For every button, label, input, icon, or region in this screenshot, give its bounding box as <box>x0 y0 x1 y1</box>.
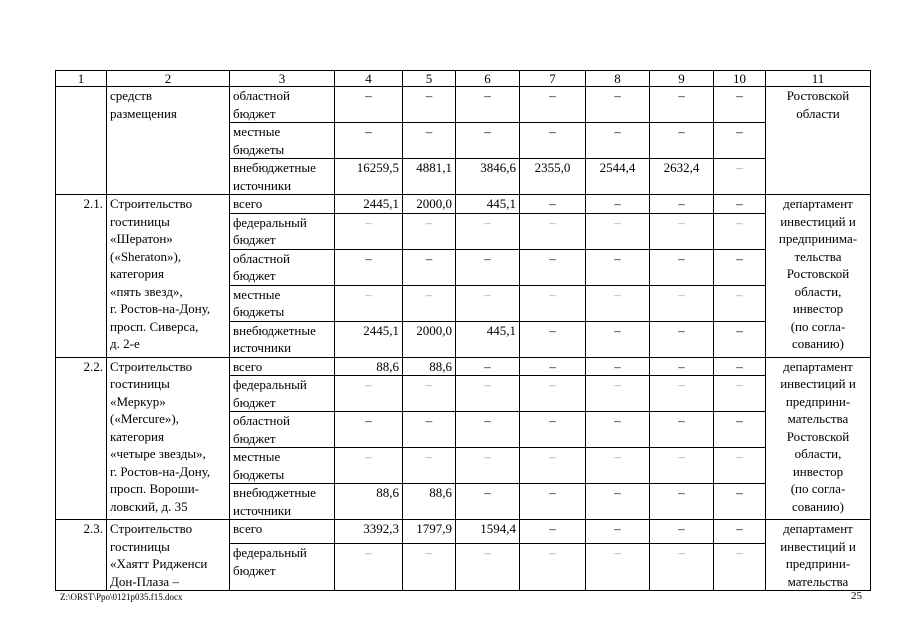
amount-cell: – <box>586 249 650 285</box>
amount-cell: – <box>650 123 714 159</box>
amount-cell: – <box>403 123 456 159</box>
amount-cell: – <box>714 448 766 484</box>
amount-cell: – <box>335 285 403 321</box>
amount-cell: – <box>586 448 650 484</box>
amount-cell: – <box>403 249 456 285</box>
amount-cell: – <box>586 357 650 376</box>
footer-file-path: Z:\ORST\Ppo\0121p035.f15.docx <box>60 592 183 602</box>
amount-cell: – <box>650 376 714 412</box>
amount-cell: – <box>520 520 586 544</box>
column-number-row <box>56 71 871 87</box>
amount-cell: – <box>714 123 766 159</box>
amount-cell: – <box>403 376 456 412</box>
amount-cell: – <box>520 87 586 123</box>
amount-cell: 3846,6 <box>456 159 520 195</box>
col-header: 6 <box>456 71 520 87</box>
amount-cell: – <box>650 321 714 357</box>
funding-source: областной бюджет <box>230 249 335 285</box>
page-number: 25 <box>851 590 862 602</box>
amount-cell: – <box>403 285 456 321</box>
table-row <box>56 195 871 214</box>
amount-cell: – <box>335 123 403 159</box>
amount-cell: – <box>650 520 714 544</box>
amount-cell: 2355,0 <box>520 159 586 195</box>
funding-source: областной бюджет <box>230 87 335 123</box>
amount-cell: – <box>650 448 714 484</box>
amount-cell: – <box>520 484 586 520</box>
funding-source: внебюджетные источники <box>230 321 335 357</box>
amount-cell: 4881,1 <box>403 159 456 195</box>
amount-cell: – <box>335 213 403 249</box>
amount-cell: 3392,3 <box>335 520 403 544</box>
amount-cell: 445,1 <box>456 321 520 357</box>
amount-cell: – <box>714 484 766 520</box>
amount-cell: – <box>335 249 403 285</box>
amount-cell: – <box>520 321 586 357</box>
amount-cell: – <box>586 520 650 544</box>
amount-cell: – <box>520 357 586 376</box>
amount-cell: – <box>714 159 766 195</box>
amount-cell: – <box>520 285 586 321</box>
amount-cell: – <box>714 87 766 123</box>
amount-cell: – <box>714 376 766 412</box>
item-name: Строительство гостиницы «Хаятт Ридженси Дон-Плаза – <box>107 520 230 591</box>
amount-cell: – <box>714 520 766 544</box>
amount-cell: – <box>714 412 766 448</box>
amount-cell: – <box>403 213 456 249</box>
item-number: 2.2. <box>56 357 107 520</box>
col-header: 7 <box>520 71 586 87</box>
budget-table <box>55 70 871 591</box>
amount-cell: – <box>456 249 520 285</box>
col-header: 11 <box>766 71 871 87</box>
col-header: 8 <box>586 71 650 87</box>
amount-cell: – <box>520 123 586 159</box>
amount-cell: – <box>650 544 714 591</box>
amount-cell: – <box>650 357 714 376</box>
amount-cell: 1594,4 <box>456 520 520 544</box>
amount-cell: – <box>520 448 586 484</box>
item-number: 2.1. <box>56 195 107 358</box>
amount-cell: – <box>335 87 403 123</box>
amount-cell: – <box>456 213 520 249</box>
amount-cell: – <box>335 376 403 412</box>
amount-cell: – <box>456 87 520 123</box>
amount-cell: 2000,0 <box>403 195 456 214</box>
amount-cell: – <box>714 213 766 249</box>
amount-cell: – <box>456 412 520 448</box>
amount-cell: – <box>650 285 714 321</box>
amount-cell: – <box>456 285 520 321</box>
amount-cell: 2632,4 <box>650 159 714 195</box>
amount-cell: – <box>456 544 520 591</box>
amount-cell: – <box>456 484 520 520</box>
amount-cell: – <box>714 357 766 376</box>
funding-source: внебюджетные источники <box>230 159 335 195</box>
amount-cell: – <box>456 123 520 159</box>
amount-cell: – <box>586 412 650 448</box>
amount-cell: 16259,5 <box>335 159 403 195</box>
item-name: средств размещения <box>107 87 230 195</box>
amount-cell: – <box>335 544 403 591</box>
amount-cell: – <box>714 249 766 285</box>
table-row <box>56 357 871 376</box>
amount-cell: – <box>586 321 650 357</box>
item-name: Строительство гостиницы «Меркур» («Mercure»), категория «четыре звезды», г. Ростов-на-Дону, просп. Вороши- ловский, д. 35 <box>107 357 230 520</box>
amount-cell: – <box>335 448 403 484</box>
amount-cell: – <box>520 412 586 448</box>
responsible-party: Ростовской области <box>766 87 871 195</box>
amount-cell: – <box>520 195 586 214</box>
funding-source: федеральный бюджет <box>230 544 335 591</box>
funding-source: всего <box>230 195 335 214</box>
col-header: 10 <box>714 71 766 87</box>
amount-cell: – <box>714 195 766 214</box>
amount-cell: 2445,1 <box>335 195 403 214</box>
amount-cell: 2544,4 <box>586 159 650 195</box>
amount-cell: 2000,0 <box>403 321 456 357</box>
col-header: 5 <box>403 71 456 87</box>
amount-cell: 2445,1 <box>335 321 403 357</box>
amount-cell: – <box>650 412 714 448</box>
funding-source: внебюджетные источники <box>230 484 335 520</box>
amount-cell: – <box>714 544 766 591</box>
amount-cell: – <box>714 321 766 357</box>
amount-cell: – <box>520 376 586 412</box>
amount-cell: – <box>403 544 456 591</box>
funding-source: федеральный бюджет <box>230 376 335 412</box>
funding-source: областной бюджет <box>230 412 335 448</box>
amount-cell: – <box>586 123 650 159</box>
responsible-party: департамент инвестиций и предприни- мательства Ростовской области, инвестор (по согла- сованию) <box>766 357 871 520</box>
col-header: 2 <box>107 71 230 87</box>
table-row <box>56 87 871 123</box>
amount-cell: – <box>586 285 650 321</box>
amount-cell: – <box>520 544 586 591</box>
funding-source: местные бюджеты <box>230 448 335 484</box>
amount-cell: – <box>586 195 650 214</box>
amount-cell: 88,6 <box>335 484 403 520</box>
funding-source: местные бюджеты <box>230 123 335 159</box>
responsible-party: департамент инвестиций и предприни- мательства <box>766 520 871 591</box>
amount-cell: 88,6 <box>403 357 456 376</box>
amount-cell: – <box>456 376 520 412</box>
col-header: 3 <box>230 71 335 87</box>
funding-source: местные бюджеты <box>230 285 335 321</box>
amount-cell: – <box>650 484 714 520</box>
amount-cell: – <box>403 448 456 484</box>
funding-source: всего <box>230 520 335 544</box>
item-name: Строительство гостиницы «Шератон» («Sheraton»), категория «пять звезд», г. Ростов-на-Дону, просп. Сиверса, д. 2-е <box>107 195 230 358</box>
amount-cell: – <box>650 87 714 123</box>
amount-cell: 1797,9 <box>403 520 456 544</box>
amount-cell: – <box>456 357 520 376</box>
amount-cell: – <box>586 87 650 123</box>
item-number: 2.3. <box>56 520 107 591</box>
amount-cell: – <box>586 376 650 412</box>
amount-cell: – <box>335 412 403 448</box>
col-header: 4 <box>335 71 403 87</box>
amount-cell: – <box>714 285 766 321</box>
amount-cell: – <box>586 484 650 520</box>
amount-cell: – <box>586 213 650 249</box>
funding-source: федеральный бюджет <box>230 213 335 249</box>
item-number <box>56 87 107 195</box>
table-row <box>56 520 871 544</box>
amount-cell: – <box>520 213 586 249</box>
amount-cell: 88,6 <box>403 484 456 520</box>
amount-cell: – <box>650 249 714 285</box>
col-header: 1 <box>56 71 107 87</box>
col-header: 9 <box>650 71 714 87</box>
amount-cell: – <box>650 213 714 249</box>
amount-cell: – <box>403 412 456 448</box>
funding-source: всего <box>230 357 335 376</box>
amount-cell: – <box>586 544 650 591</box>
amount-cell: 445,1 <box>456 195 520 214</box>
amount-cell: – <box>456 448 520 484</box>
amount-cell: – <box>403 87 456 123</box>
amount-cell: 88,6 <box>335 357 403 376</box>
responsible-party: департамент инвестиций и предпринима- тельства Ростовской области, инвестор (по согла- сованию) <box>766 195 871 358</box>
amount-cell: – <box>650 195 714 214</box>
amount-cell: – <box>520 249 586 285</box>
